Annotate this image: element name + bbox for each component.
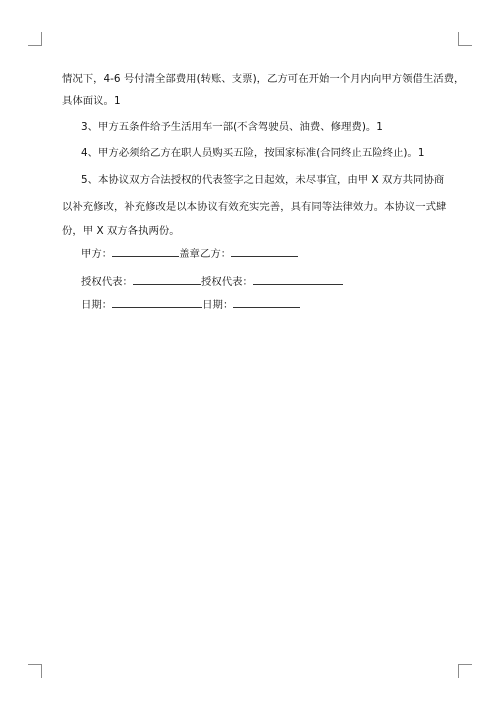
clause-5-line-3: 份，甲 X 双方各执两份。 — [62, 225, 180, 237]
paragraph-1-line-2: 具体面议。1 — [62, 95, 121, 107]
clause-3: 3、甲方五条件给予生活用车一部(不含驾驶员、油费、修理费)。1 — [81, 121, 383, 133]
signature-row-parties — [81, 245, 298, 261]
clause-5-line-2: 以补充修改，补充修改是以本协议有效充实完善，具有同等法律效力。本协议一式肆 — [62, 201, 447, 213]
date-a-blank[interactable] — [112, 296, 202, 308]
authorized-rep-b-label: 授权代表： — [200, 276, 253, 288]
party-a-label: 甲方： — [81, 248, 113, 260]
date-b-label: 日期： — [202, 299, 234, 311]
signature-row-dates — [81, 296, 300, 312]
stamp-party-b-label: 盖章乙方： — [179, 248, 232, 260]
authorized-rep-b-blank[interactable] — [253, 273, 343, 285]
signature-row-representatives — [81, 273, 343, 289]
clause-5-line-1: 5、本协议双方合法授权的代表签字之日起效，未尽事宜，由甲 X 双方共同协商 — [81, 174, 445, 186]
paragraph-1-line-1: 情况下，4-6 号付清全部费用(转账、支票)，乙方可在开始一个月内向甲方领借生活费， — [62, 73, 465, 85]
authorized-rep-a-label: 授权代表： — [81, 276, 133, 288]
clause-4: 4、甲方必须给乙方在职人员购买五险，按国家标准(合同终止五险终止)。1 — [81, 147, 425, 159]
crop-mark-top-right — [458, 32, 472, 46]
date-b-blank[interactable] — [233, 296, 300, 308]
party-b-signature-blank[interactable] — [231, 245, 298, 257]
crop-mark-bottom-left — [28, 664, 42, 678]
crop-mark-bottom-right — [458, 664, 472, 678]
date-a-label: 日期： — [81, 299, 113, 311]
party-a-signature-blank[interactable] — [112, 245, 179, 257]
crop-mark-top-left — [28, 32, 42, 46]
authorized-rep-a-blank[interactable] — [133, 273, 201, 285]
